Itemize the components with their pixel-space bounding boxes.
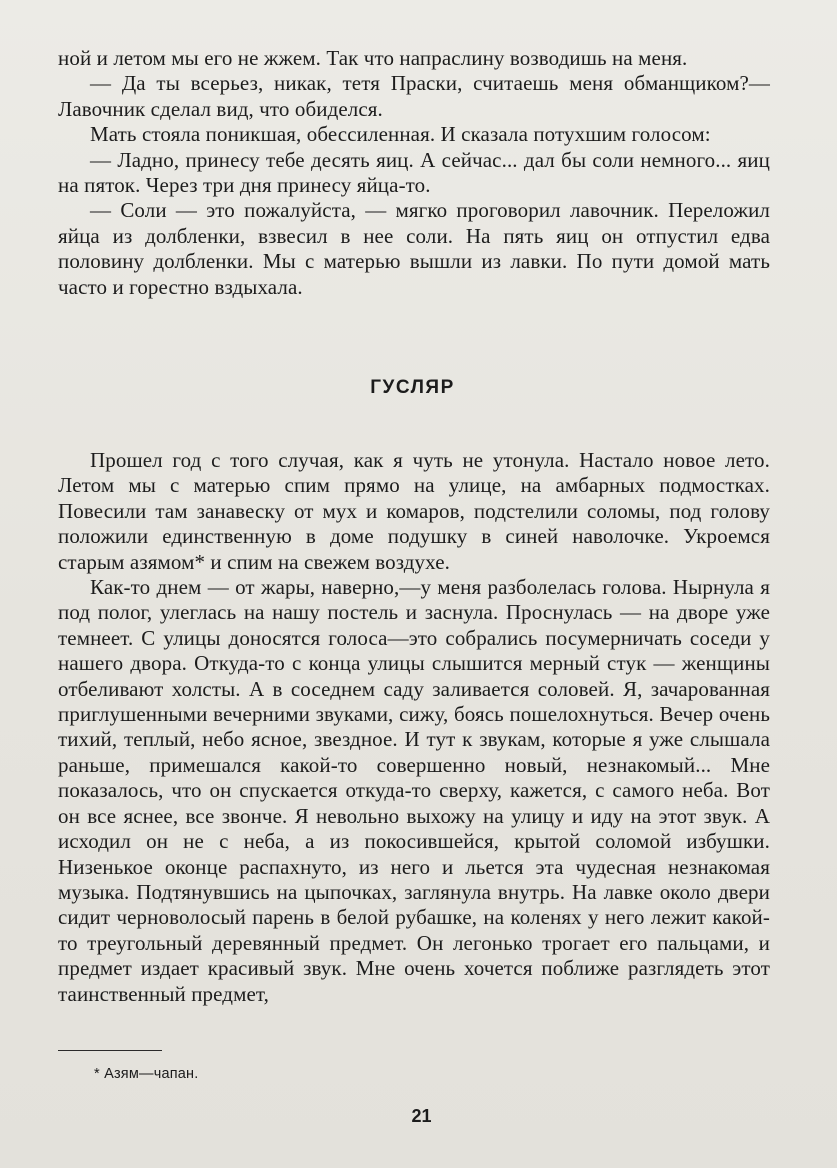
paragraph: — Да ты всерьез, никак, тетя Праски, считаешь меня обманщиком?—Лавочник сделал вид, что обиделся. [58, 71, 770, 121]
page-number: 21 [411, 1106, 432, 1126]
paragraph: ной и летом мы его не жжем. Так что напраслину возводишь на меня. [58, 46, 688, 70]
footnote-divider [58, 1050, 162, 1051]
footnote: * Азям—чапан. [94, 1066, 199, 1082]
previous-chapter-ending [58, 46, 770, 300]
paragraph: — Соли — это пожалуйста, — мягко проговорил лавочник. Переложил яйца из долбленки, взвесил в нее соли. На пять яиц он отпустил едва половину долбленки. Мы с матерью вышли из лавки. По пути домой мать часто и горестно вздыхала. [58, 198, 770, 299]
paragraph: Мать стояла поникшая, обессиленная. И сказала потухшим голосом: [90, 122, 711, 147]
paragraph: Как-то днем — от жары, наверно,—у меня разболелась голова. Нырнула я под полог, улеглась на нашу постель и заснула. Проснулась — на дворе уже темнеет. С улицы доносятся голоса—это собрались посумерничать соседи у нашего двора. Откуда-то с конца улицы слышится мерный стук — женщины отбеливают холсты. А в соседнем саду заливается соловей. Я, зачарованная приглушенными вечерними звуками, сижу, боясь пошелохнуться. Вечер очень тихий, теплый, небо ясное, звездное. И тут к звукам, которые я уже слышала раньше, примешался какой-то совершенно новый, незнакомый... Мне показалось, что он спускается откуда-то сверху, кажется, с самого неба. Вот он все яснее, все звонче. Я невольно выхожу на улицу и иду на этот звук. А исходил он не с неба, а из покосившейся, крытой соломой избушки. Низенькое оконце распахнуто, из него и льется эта чудесная незнакомая музыка. Подтянувшись на цыпочках, заглянула внутрь. На лавке около двери сидит черноволосый парень в белой рубашке, на коленях у него лежит какой-то треугольный деревянный предмет. Он легонько трогает его пальцами, и предмет издает красивый звук. Мне очень хочется поближе разглядеть этот таинственный предмет, [58, 575, 770, 1006]
chapter-body [58, 448, 770, 1007]
chapter-title: ГУСЛЯР [370, 377, 455, 398]
paragraph: Прошел год с того случая, как я чуть не утонула. Настало новое лето. Летом мы с матерью спим прямо на улице, на амбарных подмостках. Повесили там занавеску от мух и комаров, подстелили соломы, под голову положили единственную в доме подушку в синей наволочке. Укроемся старым азямом* и спим на свежем воздухе. [58, 448, 770, 574]
paragraph: — Ладно, принесу тебе десять яиц. А сейчас... дал бы соли немного... яиц на пяток. Через три дня принесу яйца-то. [58, 147, 770, 198]
